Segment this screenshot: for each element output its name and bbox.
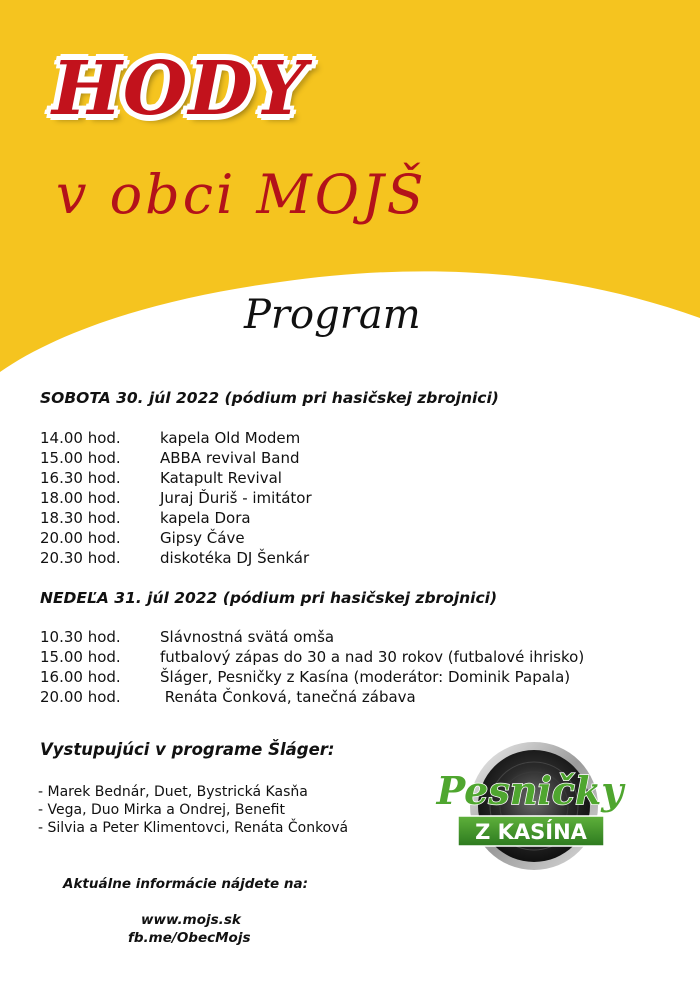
logo-line2: Z KASÍNA bbox=[475, 820, 587, 844]
schedule-row: 15.00 hod. ABBA revival Band bbox=[40, 449, 300, 467]
logo-line1: Pesničky bbox=[436, 768, 624, 813]
schedule-row: 16.00 hod. Šláger, Pesničky z Kasína (moderátor: Dominik Papala) bbox=[40, 668, 571, 686]
event-title: HODY bbox=[52, 46, 308, 132]
sunday-heading: NEDEĽA 31. júl 2022 (pódium pri hasičskej zbrojnici) bbox=[40, 589, 498, 607]
schedule-row: 18.00 hod. Juraj Ďuriš - imitátor bbox=[40, 489, 312, 507]
program-heading: Program bbox=[244, 292, 421, 338]
performers-heading: Vystupujúci v programe Šláger: bbox=[40, 740, 335, 759]
website-link[interactable]: www.mojs.sk bbox=[141, 912, 241, 928]
performer-line: - Vega, Duo Mirka a Ondrej, Benefit bbox=[38, 802, 285, 818]
schedule-row: 20.00 hod. Renáta Čonková, tanečná zábava bbox=[40, 688, 416, 706]
performer-line: - Silvia a Peter Klimentovci, Renáta Čonková bbox=[38, 820, 349, 836]
schedule-row: 20.00 hod. Gipsy Čáve bbox=[40, 529, 245, 547]
schedule-row: 14.00 hod. kapela Old Modem bbox=[40, 429, 301, 447]
event-subtitle: v obci MOJŠ bbox=[56, 163, 427, 226]
saturday-heading: SOBOTA 30. júl 2022 (pódium pri hasičskej zbrojnici) bbox=[40, 389, 499, 407]
schedule-row: 18.30 hod. kapela Dora bbox=[40, 509, 251, 527]
pesnicky-z-kasina-logo bbox=[430, 738, 630, 878]
performer-line: - Marek Bednár, Duet, Bystrická Kasňa bbox=[38, 784, 308, 800]
schedule-row: 10.30 hod. Slávnostná svätá omša bbox=[40, 628, 335, 646]
info-heading: Aktuálne informácie nájdete na: bbox=[63, 876, 308, 892]
facebook-link[interactable]: fb.me/ObecMojs bbox=[128, 930, 251, 946]
schedule-row: 15.00 hod. futbalový zápas do 30 a nad 30 rokov (futbalové ihrisko) bbox=[40, 648, 585, 666]
schedule-row: 20.30 hod. diskotéka DJ Šenkár bbox=[40, 549, 310, 567]
schedule-row: 16.30 hod. Katapult Revival bbox=[40, 469, 282, 487]
